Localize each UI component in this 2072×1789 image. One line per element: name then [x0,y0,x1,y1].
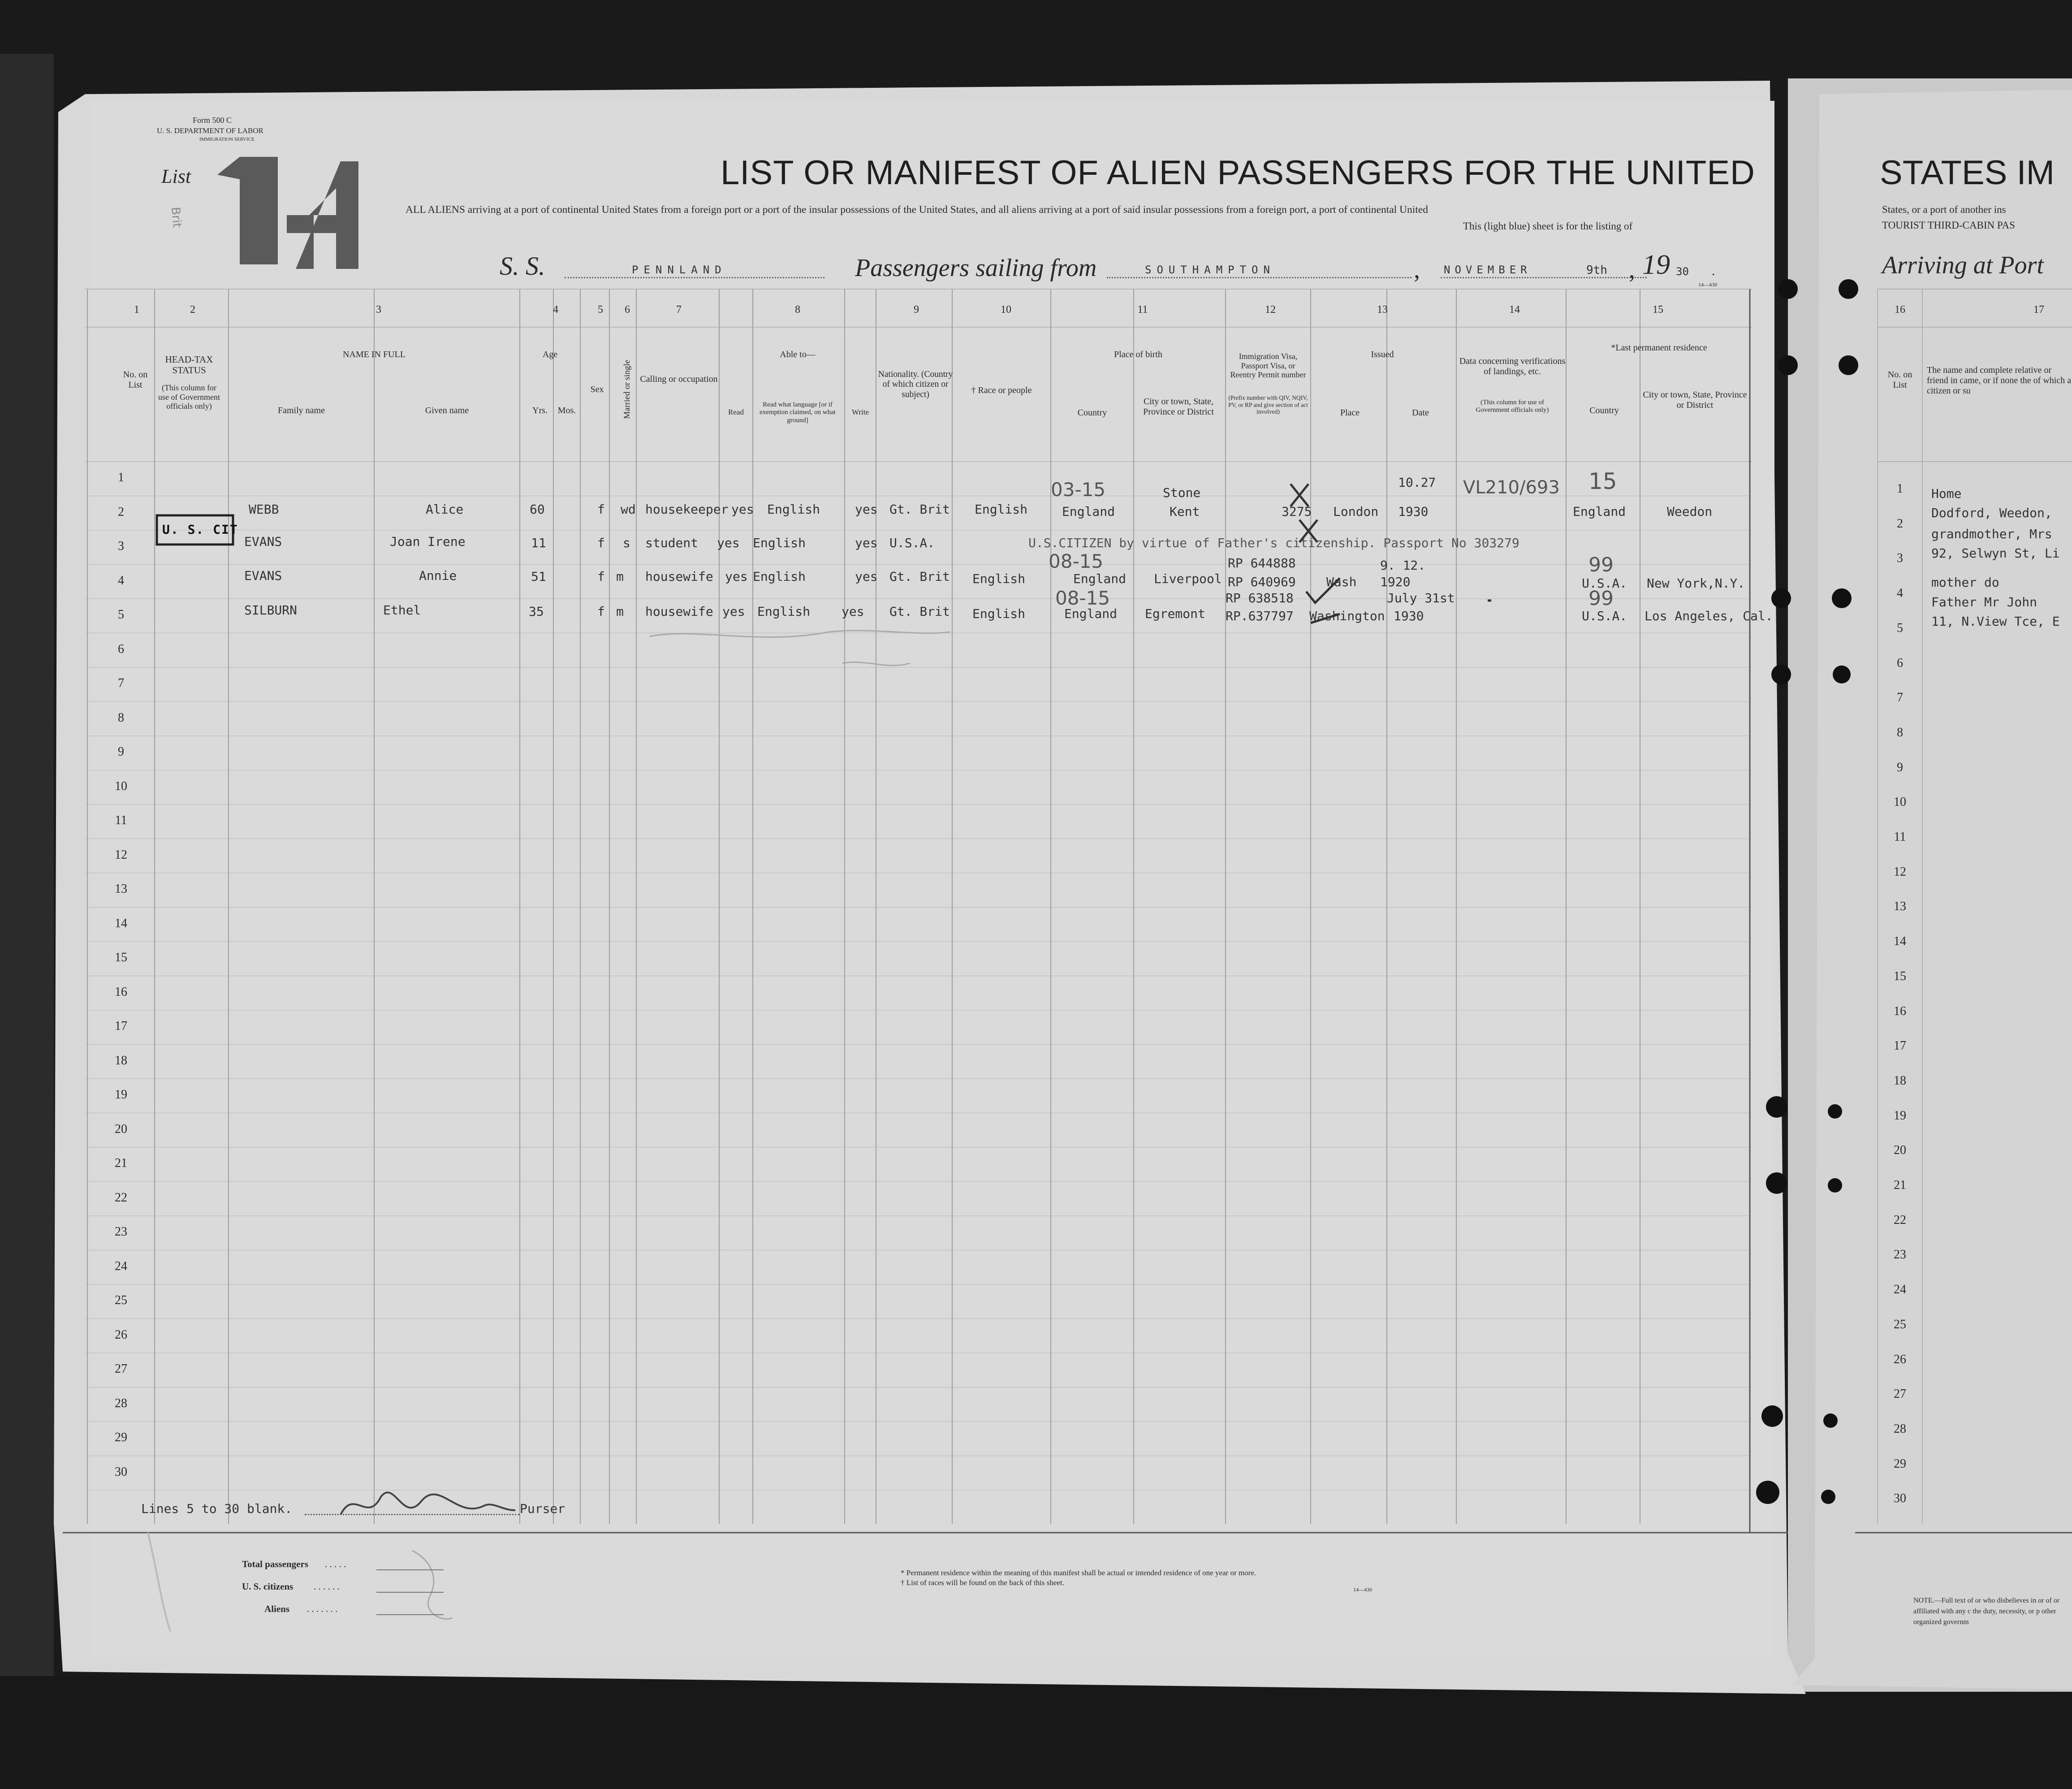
hdr-issued-date: Date [1412,408,1429,418]
right-row-number: 12 [1894,864,1906,879]
right-r1-line1: Home [1931,486,1962,501]
p4-family: SILBURN [244,603,298,618]
p1-age: 60 [530,502,545,517]
p4-visa-1: RP 638518 [1226,591,1294,605]
hdr-married: Married or single [622,359,632,419]
form-code-top: 14—430 [1698,281,1717,288]
col-num-17: 17 [2033,304,2044,315]
right-row-number: 26 [1894,1352,1906,1366]
department-label: U. S. DEPARTMENT OF LABOR [157,126,263,135]
p1-language: English [767,502,820,517]
col-num-2: 2 [190,304,195,315]
p1-res-city: Weedon [1667,504,1713,519]
p1-issued-date-2: 1930 [1398,504,1429,519]
col-num-7: 7 [676,304,682,315]
p3-res-code: 99 [1589,553,1614,576]
right-row-number: 4 [1897,586,1903,601]
col-num-6: 6 [625,304,630,315]
hdr-age-yrs: Yrs. [532,406,548,415]
hdr-right-no: No. on List [1887,370,1912,390]
right-row-number: 15 [1894,969,1906,983]
p3-age: 51 [531,569,546,584]
year-suffix: 30 [1676,265,1689,278]
us-citizen-stamp: U. S. CIT [162,522,238,537]
row-number: 30 [115,1465,127,1479]
right-row-number: 23 [1894,1248,1906,1262]
col-num-9: 9 [914,304,919,315]
p1-hand-code: 03-15 [1051,479,1106,501]
col-num-1: 1 [134,304,139,315]
p3-visa-1: RP 644888 [1228,556,1296,570]
row-number: 14 [115,916,127,930]
p1-birth-country: England [1062,504,1115,519]
sailing-label: Passengers sailing from [855,254,1097,282]
aliens-label: Aliens [264,1603,290,1614]
col-num-14: 14 [1509,304,1520,315]
p2-sex: f [597,536,605,550]
right-row-number: 13 [1894,899,1906,914]
p2-age: 11 [531,536,546,550]
manifest-title: LIST OR MANIFEST OF ALIEN PASSENGERS FOR THE UNITED [721,154,1755,192]
p4-race: English [972,606,1026,621]
p3-hand-code: 08-15 [1049,550,1104,572]
hdr-race: † Race or people [971,385,1032,395]
p1-race: English [975,502,1028,517]
right-row-number: 5 [1897,621,1903,635]
p4-given: Ethel [383,603,421,618]
row-number: 29 [115,1430,127,1444]
row-number: 23 [115,1225,127,1239]
right-r2-line2: 92, Selwyn St, Li [1931,546,2060,561]
row-number: 15 [115,951,127,964]
hdr-name-in-full: NAME IN FULL [343,350,406,359]
p1-issued-place: London [1333,504,1379,519]
p1-given: Alice [426,502,464,517]
blank-lines-note: Lines 5 to 30 blank. [141,1501,293,1516]
right-row-number: 24 [1894,1283,1906,1297]
row-number: 5 [118,608,124,622]
col-num-15: 15 [1653,304,1663,315]
right-row-number: 19 [1894,1108,1906,1123]
ship-name: PENNLAND [632,264,727,276]
hdr-issued-place: Place [1340,408,1360,418]
p1-res-country: England [1573,504,1626,519]
hdr-read: Read [728,408,744,416]
col-num-12: 12 [1265,304,1276,315]
right-row-number: 7 [1897,691,1903,705]
hdr-age-mos: Mos. [557,406,576,415]
us-citizens-label: U. S. citizens [242,1581,294,1592]
hdr-visa: Immigration Visa, Passport Visa, or Reentry Permit number [1230,352,1306,380]
hdr-visa-note: (Prefix number with QIV, NQIV, PV, or RP and give section of act involved) [1228,394,1308,415]
row-number: 6 [118,642,124,656]
right-row-number: 10 [1894,795,1906,809]
right-row-number: 30 [1894,1491,1906,1506]
hdr-given-name: Given name [425,406,469,415]
hdr-last-residence: *Last permanent residence [1611,343,1707,353]
row-number: 3 [118,539,124,553]
p3-issued-date-1: 9. 12. [1380,558,1426,573]
right-row-number: 29 [1894,1456,1906,1471]
p4-issued-date-1: July 31st [1387,591,1455,605]
hdr-res-country: Country [1589,406,1619,415]
p3-language: English [753,569,806,584]
p4-nationality: Gt. Brit [889,604,950,619]
p1-visa: 3275 [1282,504,1312,519]
p1-read: yes [731,502,754,517]
row-number: 22 [115,1190,127,1205]
right-row-number: 3 [1897,551,1903,566]
right-row-number: 27 [1894,1387,1906,1401]
row-number: 11 [115,813,127,827]
right-title: STATES IM [1880,154,2055,192]
p3-read: yes [725,569,748,584]
row-number: 25 [115,1293,127,1307]
p2-family: EVANS [244,534,282,549]
hdr-able-to: Able to— [780,350,816,359]
hdr-data-verif: Data concerning verifications of landings, etc. [1459,356,1566,376]
p4-hand-code: 08-15 [1055,587,1110,609]
right-row-number: 2 [1897,516,1903,531]
manifest-subtitle-1: ALL ALIENS arriving at a port of continental United States from a foreign port or a port of the insular possessions of the United States, and all aliens arriving at a port of said insular possessions from a foreign port, a port of continental United [406,204,1429,216]
p3-issued-place: Wash [1326,575,1357,589]
right-r3-line1: mother do [1931,575,1999,590]
row-number: 26 [115,1327,127,1342]
right-row-number: 25 [1894,1317,1906,1331]
p3-issued-date-2: 1920 [1380,575,1411,589]
p3-birth-country: England [1073,571,1127,586]
p3-birth-city: Liverpool [1154,571,1222,586]
p2-language: English [753,536,806,550]
p4-occupation: housewife [645,604,713,619]
purser-label: Purser [520,1501,565,1516]
p1-verification: VL210/693 [1463,477,1560,498]
right-r2-line1: grandmother, Mrs [1931,527,2052,541]
col-num-4: 4 [553,304,558,315]
row-number: 8 [118,710,124,725]
col-num-11: 11 [1137,304,1148,315]
p4-read: yes [722,604,745,619]
right-row-number: 20 [1894,1143,1906,1158]
p4-birth-city: Egremont [1145,606,1205,621]
hdr-read-language: Read what language [or if exemption claimed, on what ground] [760,401,836,424]
p2-citizen-note: U.S.CITIZEN by virtue of Father's citizenship. Passport No 303279 [1028,536,1519,550]
hdr-age: Age [542,350,558,359]
p4-issued-place: Washington [1309,609,1385,623]
arriving-label: Arriving at Port [1882,251,2044,279]
p4-language: English [757,604,811,619]
right-r4-line2: 11, N.View Tce, E [1931,614,2060,629]
right-row-number: 18 [1894,1073,1906,1088]
p4-write: yes [842,604,864,619]
row-number: 19 [115,1088,127,1102]
right-row-number: 17 [1894,1039,1906,1053]
right-subtitle-2: TOURIST THIRD-CABIN PAS [1882,220,2015,231]
p1-issued-date-1: 10.27 [1398,475,1436,490]
right-row-number: 6 [1897,656,1903,670]
p4-sex: f [597,604,605,619]
right-row-number: 22 [1894,1213,1906,1227]
hdr-family-name: Family name [278,406,325,415]
row-number: 18 [115,1053,127,1067]
p1-nationality: Gt. Brit [889,502,950,517]
footer-form-code: 14—430 [1353,1586,1372,1593]
p2-nationality: U.S.A. [889,536,935,550]
row-number: 17 [115,1019,127,1033]
row-number: 1 [118,471,124,484]
sailing-month: NOVEMBER [1444,264,1532,276]
p1-sex: f [597,502,605,517]
total-passengers-label: Total passengers [242,1559,308,1569]
p3-write: yes [855,569,878,584]
hdr-head-tax: HEAD-TAX STATUS [165,354,213,376]
right-row-number: 8 [1897,725,1903,739]
p1-family: WEBB [249,502,279,517]
p3-race: English [972,571,1026,586]
hdr-birth-city: City or town, State, Province or District [1143,397,1214,417]
p3-visa-2: RP 640969 [1228,575,1296,589]
row-number: 13 [115,882,127,896]
p2-marital: s [623,536,630,550]
col-num-3: 3 [376,304,381,315]
row-number: 10 [115,779,127,793]
p4-age: 35 [529,604,544,619]
p1-write: yes [855,502,878,517]
footnote-races: † List of races will be found on the back of this sheet. [901,1578,1064,1587]
right-row-number: 9 [1897,760,1903,774]
p2-read: yes [717,536,740,550]
hdr-calling: Calling or occupation [640,374,718,384]
row-number: 9 [118,745,124,759]
col-num-16: 16 [1895,304,1905,315]
right-row-number: 1 [1897,482,1903,496]
p1-marital: wd [621,502,636,517]
p4-visa-2: RP.637797 [1226,609,1294,623]
row-number: 2 [118,505,124,519]
p3-occupation: housewife [645,569,713,584]
col-num-5: 5 [598,304,603,315]
hdr-place-of-birth: Place of birth [1114,350,1162,359]
hdr-nationality: Nationality. (Country of which citizen or subject) [878,370,953,399]
p1-res-code: 15 [1589,468,1617,494]
p3-res-country: U.S.A. [1582,576,1627,591]
departure-port: SOUTHAMPTON [1145,264,1275,276]
margin-note: Brit [168,206,184,229]
p4-res-code: 99 [1589,587,1614,610]
p1-birth-city-2: Kent [1170,504,1200,519]
hdr-write: Write [851,408,869,416]
row-number: 28 [115,1396,127,1410]
p1-occupation: housekeeper [645,502,729,517]
manifest-subtitle-2: This (light blue) sheet is for the listing of [1463,220,1633,232]
col-num-8: 8 [795,304,800,315]
hdr-no-on-list: No. on List [123,370,148,390]
p4-res-city: Los Angeles, Cal. [1645,609,1773,623]
row-number: 12 [115,847,127,862]
right-footer-note: NOTE.—Full text of or who disbelieves in or of or affiliated with any c the duty, necessity, or p other organized governm [1913,1597,2060,1626]
p4-issued-date-2: 1930 [1394,609,1424,623]
p2-write: yes [855,536,878,550]
p1-birth-city-1: Stone [1163,485,1201,500]
hdr-sex: Sex [590,385,604,394]
right-row-number: 28 [1894,1422,1906,1436]
ss-label: S. S. [500,251,545,281]
hdr-head-tax-note: (This column for use of Government officials only) [158,383,220,411]
p3-sex: f [597,569,605,584]
p3-res-city: New York,N.Y. [1647,576,1745,591]
hdr-right-relative: The name and complete relative or friend in came, or if none the of which a citizen or su [1927,365,2072,396]
right-subtitle-1: States, or a port of another ins [1882,204,2006,215]
hdr-res-city: City or town, State, Province or District [1643,390,1747,410]
col-num-13: 13 [1377,304,1388,315]
row-number: 21 [115,1156,127,1170]
hdr-issued: Issued [1371,350,1394,359]
row-number: 20 [115,1122,127,1136]
p2-given: Joan Irene [390,534,466,549]
right-row-number: 16 [1894,1004,1906,1018]
p3-given: Annie [419,568,457,583]
p3-marital: m [616,569,624,584]
row-number: 4 [118,573,124,588]
footnote-residence: * Permanent residence within the meaning of this manifest shall be actual or intended residence of one year or more. [901,1569,1256,1577]
right-row-number: 14 [1894,934,1906,949]
sailing-day: 9th [1586,264,1607,277]
right-row-number: 11 [1894,830,1906,844]
service-label: IMMIGRATION SERVICE [199,137,255,142]
p3-family: EVANS [244,568,282,583]
hdr-data-verif-note: (This column for use of Government officials only) [1476,399,1549,414]
hdr-birth-country: Country [1077,408,1107,418]
row-number: 7 [118,676,124,690]
right-r4-line1: Father Mr John [1931,595,2037,609]
row-number: 24 [115,1259,127,1273]
right-r1-line2: Dodford, Weedon, [1931,506,2052,520]
p3-nationality: Gt. Brit [889,569,950,584]
p4-birth-country: England [1064,606,1118,621]
row-number: 27 [115,1362,127,1376]
p2-occupation: student [645,536,699,550]
right-row-number: 21 [1894,1178,1906,1192]
list-label: List [161,165,191,187]
year-prefix: 19 [1642,250,1670,280]
col-num-10: 10 [1001,304,1011,315]
p4-marital: m [616,604,624,619]
form-number: Form 500 C [193,116,232,125]
p4-res-country: U.S.A. [1582,609,1627,623]
row-number: 16 [115,985,127,999]
